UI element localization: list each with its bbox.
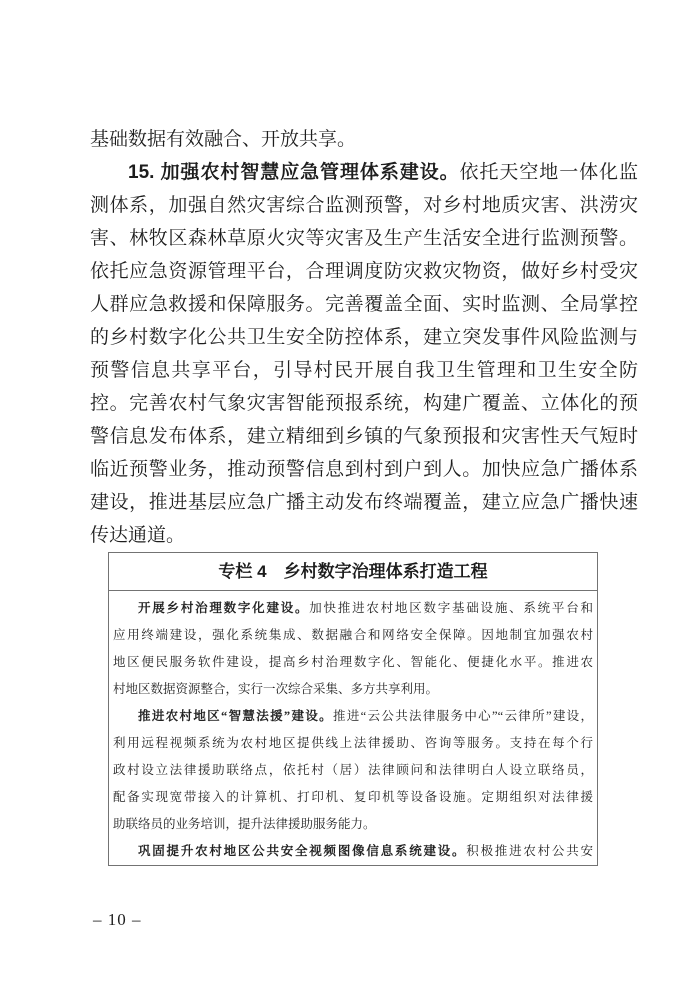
text-line bbox=[113, 703, 593, 730]
text-line bbox=[90, 288, 638, 321]
line-text: 依托应急资源管理平台，合理调度防灾救灾物资，做好乡村受灾 bbox=[90, 261, 638, 282]
line-text: 害、林牧区森林草原火灾等灾害及生产生活安全进行监测预警。 bbox=[90, 228, 638, 249]
text-line bbox=[90, 222, 638, 255]
text-line bbox=[90, 189, 638, 222]
line-text: 政村设立法律援助联络点，依托村（居）法律顾问和法律明白人设立联络员， bbox=[113, 763, 593, 777]
text-line bbox=[113, 838, 593, 865]
callout-paragraph-1 bbox=[113, 595, 593, 703]
line-text: 配备实现宽带接入的计算机、打印机、复印机等设备设施。定期组织对法律援 bbox=[113, 790, 593, 804]
text-line bbox=[90, 519, 638, 552]
paragraph-intro-line: 基础数据有效融合、开放共享。 bbox=[90, 129, 357, 150]
text-line bbox=[113, 595, 593, 622]
bold-lead: 巩固提升农村地区公共安全视频图像信息系统建设。 bbox=[138, 844, 467, 858]
callout-paragraph-3 bbox=[113, 838, 593, 865]
bold-lead: 推进农村地区“智慧法援”建设。 bbox=[138, 709, 333, 723]
line-text: 建设，推进基层应急广播主动发布终端覆盖，建立应急广播快速 bbox=[90, 492, 638, 513]
callout-box-title: 专栏 4 乡村数字治理体系打造工程 bbox=[109, 553, 597, 591]
line-text: 的乡村数字化公共卫生安全防控体系，建立突发事件风险监测与 bbox=[90, 327, 638, 348]
line-text: 应用终端建设，强化系统集成、数据融合和网络安全保障。因地制宜加强农村 bbox=[113, 628, 593, 642]
line-text: 助联络员的业务培训，提升法律援助服务能力。 bbox=[113, 817, 376, 831]
line-text: 预警信息共享平台，引导村民开展自我卫生管理和卫生安全防 bbox=[90, 360, 638, 381]
text-line bbox=[90, 486, 638, 519]
text-line bbox=[113, 730, 593, 757]
callout-paragraph-2 bbox=[113, 703, 593, 838]
line-text: 传达通道。 bbox=[90, 525, 186, 546]
line-text: 警信息发布体系，建立精细到乡镇的气象预报和灾害性天气短时 bbox=[90, 426, 638, 447]
line-text: 村地区数据资源整合，实行一次综合采集、多方共享利用。 bbox=[113, 682, 439, 696]
text-line bbox=[113, 649, 593, 676]
line-text: 测体系，加强自然灾害综合监测预警，对乡村地质灾害、洪涝灾 bbox=[90, 195, 638, 216]
line-text: 推进“云公共法律服务中心”“云律所”建设， bbox=[332, 709, 593, 723]
text-line bbox=[90, 321, 638, 354]
text-line bbox=[90, 387, 638, 420]
line-text: 地区便民服务软件建设，提高乡村治理数字化、智能化、便捷化水平。推进农 bbox=[113, 655, 593, 669]
text-line bbox=[113, 676, 593, 703]
text-line bbox=[113, 757, 593, 784]
text-line bbox=[90, 156, 638, 189]
bold-lead: 15. 加强农村智慧应急管理体系建设。 bbox=[128, 162, 460, 183]
text-line bbox=[90, 354, 638, 387]
text-line bbox=[113, 784, 593, 811]
line-text: 控。完善农村气象灾害智能预报系统，构建广覆盖、立体化的预 bbox=[90, 393, 638, 414]
line-text: 人群应急救援和保障服务。完善覆盖全面、实时监测、全局掌控 bbox=[90, 294, 638, 315]
paragraph-15 bbox=[90, 156, 638, 552]
line-text: 临近预警业务，推动预警信息到村到户到人。加快应急广播体系 bbox=[90, 459, 638, 480]
text-line bbox=[90, 453, 638, 486]
line-text: 加快推进农村地区数字基础设施、系统平台和 bbox=[309, 601, 593, 615]
callout-box bbox=[108, 552, 598, 866]
callout-box-body bbox=[109, 591, 597, 865]
page-number: – 10 – bbox=[93, 910, 142, 929]
line-text: 利用远程视频系统为农村地区提供线上法律援助、咨询等服务。支持在每个行 bbox=[113, 736, 593, 750]
line-text: 积极推进农村公共安 bbox=[466, 844, 593, 858]
text-line bbox=[90, 420, 638, 453]
text-line bbox=[113, 811, 593, 838]
text-line bbox=[90, 255, 638, 288]
main-text bbox=[90, 123, 638, 552]
bold-lead: 开展乡村治理数字化建设。 bbox=[138, 601, 310, 615]
line-text: 依托天空地一体化监 bbox=[459, 162, 638, 183]
text-line bbox=[113, 622, 593, 649]
